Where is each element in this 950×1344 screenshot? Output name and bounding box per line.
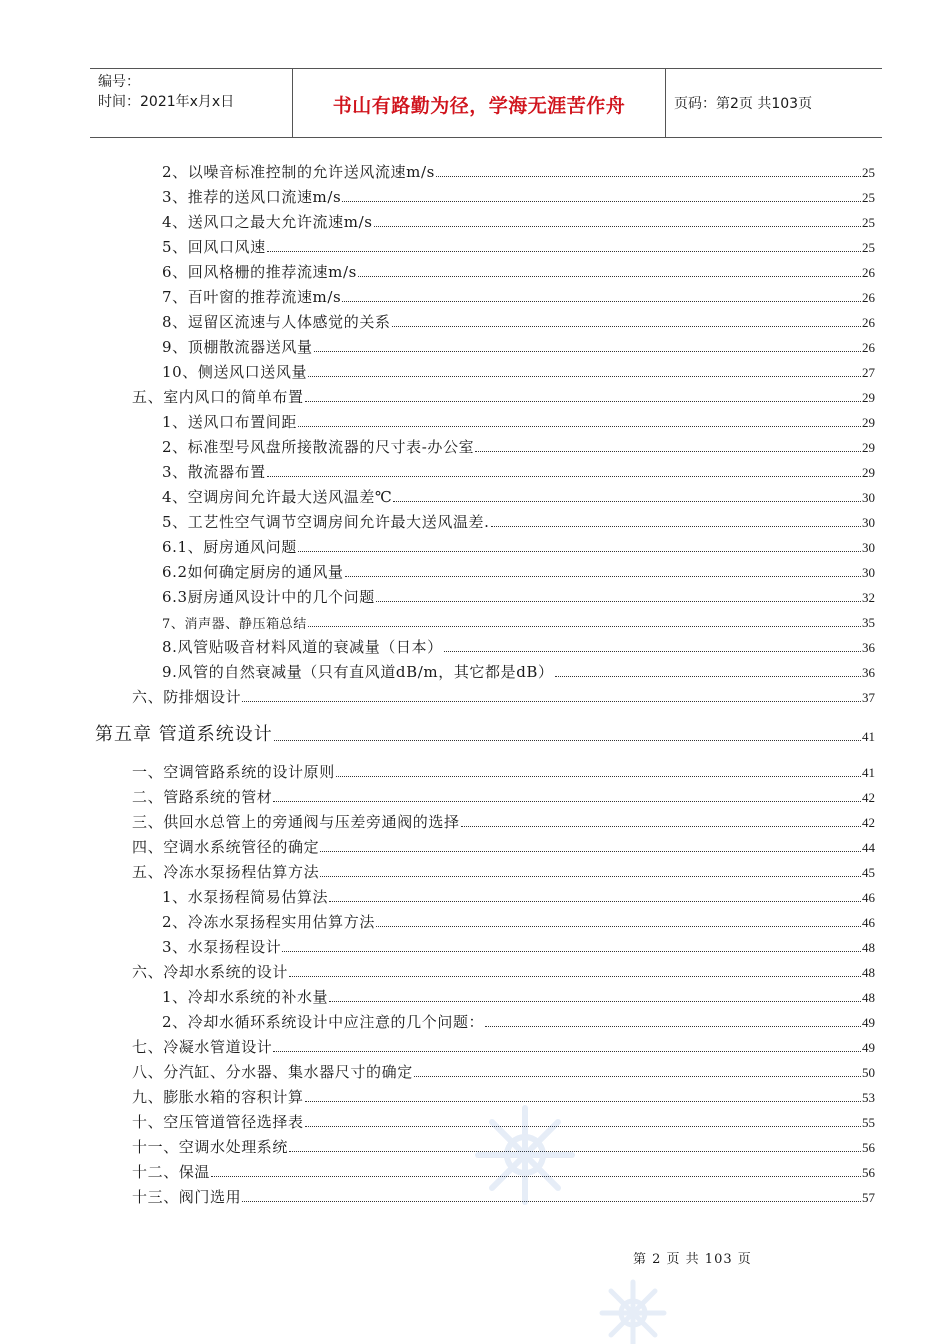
toc-entry[interactable] — [162, 910, 875, 932]
toc-leader — [485, 1026, 861, 1027]
toc-page-number: 32 — [862, 590, 875, 605]
toc-page-number: 49 — [862, 1015, 875, 1030]
toc-entry[interactable] — [162, 410, 875, 432]
toc-chapter-entry[interactable] — [95, 720, 875, 746]
toc-entry-title: 四、空调水系统管径的确定 — [132, 838, 320, 856]
toc-entry[interactable] — [162, 560, 875, 582]
toc-leader — [374, 226, 861, 227]
toc-leader — [320, 876, 861, 877]
toc-leader — [436, 176, 861, 177]
toc-entry-title: 9、顶棚散流器送风量 — [162, 338, 313, 356]
toc-leader — [274, 740, 861, 741]
toc-entry-title: 6.1、厨房通风问题 — [162, 538, 297, 556]
toc-leader — [242, 701, 861, 702]
toc-page-number: 48 — [862, 965, 875, 980]
toc-leader — [289, 976, 861, 977]
toc-entry-title: 二、管路系统的管材 — [132, 788, 273, 806]
toc-page-number: 25 — [862, 165, 875, 180]
toc-entry[interactable] — [162, 660, 875, 682]
toc-leader — [342, 301, 861, 302]
snowflake-watermark-icon — [598, 1278, 668, 1344]
toc-entry[interactable] — [162, 260, 875, 282]
toc-page-number: 42 — [862, 790, 875, 805]
toc-entry-title: 4、空调房间允许最大送风温差℃ — [162, 488, 393, 506]
toc-entry-title: 5、工艺性空气调节空调房间允许最大送风温差. — [162, 513, 490, 531]
toc-leader — [308, 376, 861, 377]
toc-leader — [376, 601, 861, 602]
toc-page-number: 53 — [862, 1090, 875, 1105]
toc-page-number: 25 — [862, 190, 875, 205]
toc-entry[interactable] — [162, 635, 875, 657]
toc-leader — [305, 401, 861, 402]
toc-entry-title: 1、水泵扬程简易估算法 — [162, 888, 329, 906]
toc-leader — [555, 676, 861, 677]
toc-entry-title: 5、回风口风速 — [162, 238, 266, 256]
doc-code-label: 编号： — [98, 74, 140, 90]
toc-entry-title: 一、空调管路系统的设计原则 — [132, 763, 335, 781]
toc-page-number: 42 — [862, 815, 875, 830]
toc-section-entry[interactable] — [132, 385, 875, 407]
toc-leader — [461, 826, 861, 827]
toc-page-number: 56 — [862, 1140, 875, 1155]
toc-entry-title: 3、散流器布置 — [162, 463, 266, 481]
toc-entry-title: 八、分汽缸、分水器、集水器尺寸的确定 — [132, 1063, 413, 1081]
toc-leader — [358, 276, 861, 277]
toc-entry[interactable] — [162, 160, 875, 182]
toc-entry-title: 五、室内风口的简单布置 — [132, 388, 304, 406]
toc-entry-title: 2、以噪音标准控制的允许送风流速m/s — [162, 163, 435, 181]
toc-entry-title: 2、冷却水循环系统设计中应注意的几个问题： — [162, 1013, 485, 1031]
toc-page-number: 29 — [862, 440, 875, 455]
toc-page-number: 48 — [862, 990, 875, 1005]
toc-leader — [475, 451, 861, 452]
toc-page-number: 46 — [862, 915, 875, 930]
toc-page-number: 44 — [862, 840, 875, 855]
toc-page-number: 49 — [862, 1040, 875, 1055]
toc-entry-title: 9.风管的自然衰减量（只有直风道dB/m，其它都是dB） — [162, 663, 554, 681]
toc-leader — [320, 851, 861, 852]
toc-leader — [282, 951, 861, 952]
toc-entry-title: 7、百叶窗的推荐流速m/s — [162, 288, 342, 306]
toc-page-number: 57 — [862, 1190, 875, 1205]
toc-leader — [336, 776, 861, 777]
toc-page-number: 56 — [862, 1165, 875, 1180]
toc-page-number: 29 — [862, 415, 875, 430]
toc-leader — [273, 801, 861, 802]
doc-time-label: 时间：2021年x月x日 — [98, 94, 235, 110]
toc-page-number: 30 — [862, 490, 875, 505]
toc-page-number: 50 — [862, 1065, 875, 1080]
toc-page-number: 30 — [862, 565, 875, 580]
toc-entry-title: 1、送风口布置间距 — [162, 413, 297, 431]
toc-leader — [314, 351, 861, 352]
toc-section-entry[interactable] — [132, 785, 875, 807]
toc-page-number: 36 — [862, 640, 875, 655]
toc-leader — [267, 251, 861, 252]
toc-entry[interactable] — [162, 235, 875, 257]
toc-page-number: 30 — [862, 515, 875, 530]
toc-page-number: 37 — [862, 690, 875, 705]
toc-entry[interactable] — [162, 585, 875, 607]
toc-leader — [393, 501, 861, 502]
toc-page-number: 29 — [862, 465, 875, 480]
toc-page-number: 45 — [862, 865, 875, 880]
toc-page-number: 27 — [862, 365, 875, 380]
toc-leader — [329, 1001, 861, 1002]
toc-entry[interactable] — [162, 460, 875, 482]
page-footer: 第 2 页 共 103 页 — [633, 1252, 752, 1267]
toc-leader — [444, 651, 861, 652]
toc-leader — [491, 526, 861, 527]
toc-page-number: 25 — [862, 240, 875, 255]
header-motto-cell — [293, 69, 666, 137]
toc-entry-title: 7、消声器、静压箱总结 — [162, 617, 307, 632]
toc-page-number: 26 — [862, 290, 875, 305]
toc-entry-title: 3、水泵扬程设计 — [162, 938, 282, 956]
toc-leader — [345, 576, 861, 577]
toc-section-entry[interactable] — [132, 1035, 875, 1057]
toc-entry[interactable] — [162, 285, 875, 307]
toc-entry[interactable] — [162, 310, 875, 332]
toc-section-entry[interactable] — [132, 960, 875, 982]
toc-entry-title: 6.2如何确定厨房的通风量 — [162, 563, 344, 581]
toc-page-number: 26 — [862, 265, 875, 280]
toc-entry-title: 4、送风口之最大允许流速m/s — [162, 213, 373, 231]
toc-leader — [342, 201, 861, 202]
toc-page-number: 30 — [862, 540, 875, 555]
toc-entry-title: 2、冷冻水泵扬程实用估算方法 — [162, 913, 375, 931]
snowflake-watermark-icon — [470, 1100, 580, 1210]
toc-entry-title: 8.风管贴吸音材料风道的衰减量（日本） — [162, 638, 443, 656]
toc-leader — [298, 551, 861, 552]
toc-entry-title: 十、空压管道管径选择表 — [132, 1113, 304, 1131]
toc-entry[interactable] — [162, 360, 875, 382]
toc-leader — [305, 1126, 861, 1127]
toc-entry-title: 十三、阀门选用 — [132, 1188, 242, 1206]
toc-entry-title: 六、冷却水系统的设计 — [132, 963, 289, 981]
toc-page-number: 41 — [862, 765, 875, 780]
toc-entry-title: 6、回风格栅的推荐流速m/s — [162, 263, 357, 281]
toc-page-number: 46 — [862, 890, 875, 905]
toc-leader — [308, 626, 861, 627]
toc-entry-title: 3、推荐的送风口流速m/s — [162, 188, 342, 206]
page-header — [90, 68, 882, 138]
toc-leader — [392, 326, 861, 327]
toc-entry-title: 8、逗留区流速与人体感觉的关系 — [162, 313, 391, 331]
toc-page-number: 35 — [862, 615, 875, 630]
header-page-cell — [666, 69, 882, 137]
toc-page-number: 41 — [862, 729, 875, 744]
toc-entry[interactable] — [162, 535, 875, 557]
toc-entry-title: 1、冷却水系统的补水量 — [162, 988, 329, 1006]
toc-entry[interactable] — [162, 335, 875, 357]
toc-entry[interactable] — [162, 610, 875, 632]
toc-entry-title: 第五章 管道系统设计 — [95, 724, 273, 745]
toc-page-number: 36 — [862, 665, 875, 680]
toc-entry-title: 2、标准型号风盘所接散流器的尺寸表-办公室 — [162, 438, 475, 456]
toc-entry[interactable] — [162, 185, 875, 207]
toc-entry-title: 六、防排烟设计 — [132, 688, 242, 706]
header-page-info: 页码：第2页 共103页 — [674, 96, 813, 112]
toc-page-number: 26 — [862, 340, 875, 355]
toc-entry-title: 九、膨胀水箱的容积计算 — [132, 1088, 304, 1106]
toc-page-number: 29 — [862, 390, 875, 405]
toc-section-entry[interactable] — [132, 835, 875, 857]
toc-entry-title: 七、冷凝水管道设计 — [132, 1038, 273, 1056]
header-motto: 书山有路勤为径，学海无涯苦作舟 — [332, 95, 626, 117]
toc-entry[interactable] — [162, 885, 875, 907]
toc-section-entry[interactable] — [132, 760, 875, 782]
toc-entry-title: 十一、空调水处理系统 — [132, 1138, 289, 1156]
toc-entry[interactable] — [162, 935, 875, 957]
toc-page-number: 25 — [862, 215, 875, 230]
toc-entry[interactable] — [162, 435, 875, 457]
toc-leader — [329, 901, 861, 902]
toc-section-entry[interactable] — [132, 860, 875, 882]
toc-section-entry[interactable] — [132, 685, 875, 707]
toc-leader — [376, 926, 861, 927]
toc-section-entry[interactable] — [132, 1060, 875, 1082]
toc-page-number: 26 — [862, 315, 875, 330]
toc-page-number: 55 — [862, 1115, 875, 1130]
toc-entry-title: 十二、保温 — [132, 1163, 211, 1181]
toc-entry-title: 6.3厨房通风设计中的几个问题 — [162, 588, 375, 606]
toc-page-number: 48 — [862, 940, 875, 955]
toc-entry[interactable] — [162, 510, 875, 532]
toc-leader — [414, 1076, 861, 1077]
toc-leader — [273, 1051, 861, 1052]
toc-entry-title: 五、冷冻水泵扬程估算方法 — [132, 863, 320, 881]
toc-leader — [298, 426, 861, 427]
header-info-cell — [90, 69, 293, 137]
toc-leader — [305, 1101, 861, 1102]
toc-entry[interactable] — [162, 210, 875, 232]
toc-entry-title: 三、供回水总管上的旁通阀与压差旁通阀的选择 — [132, 813, 460, 831]
toc-section-entry[interactable] — [132, 810, 875, 832]
toc-entry[interactable] — [162, 485, 875, 507]
toc-leader — [267, 476, 861, 477]
toc-entry-title: 10、侧送风口送风量 — [162, 363, 308, 381]
toc-entry[interactable] — [162, 985, 875, 1007]
toc-entry[interactable] — [162, 1010, 875, 1032]
